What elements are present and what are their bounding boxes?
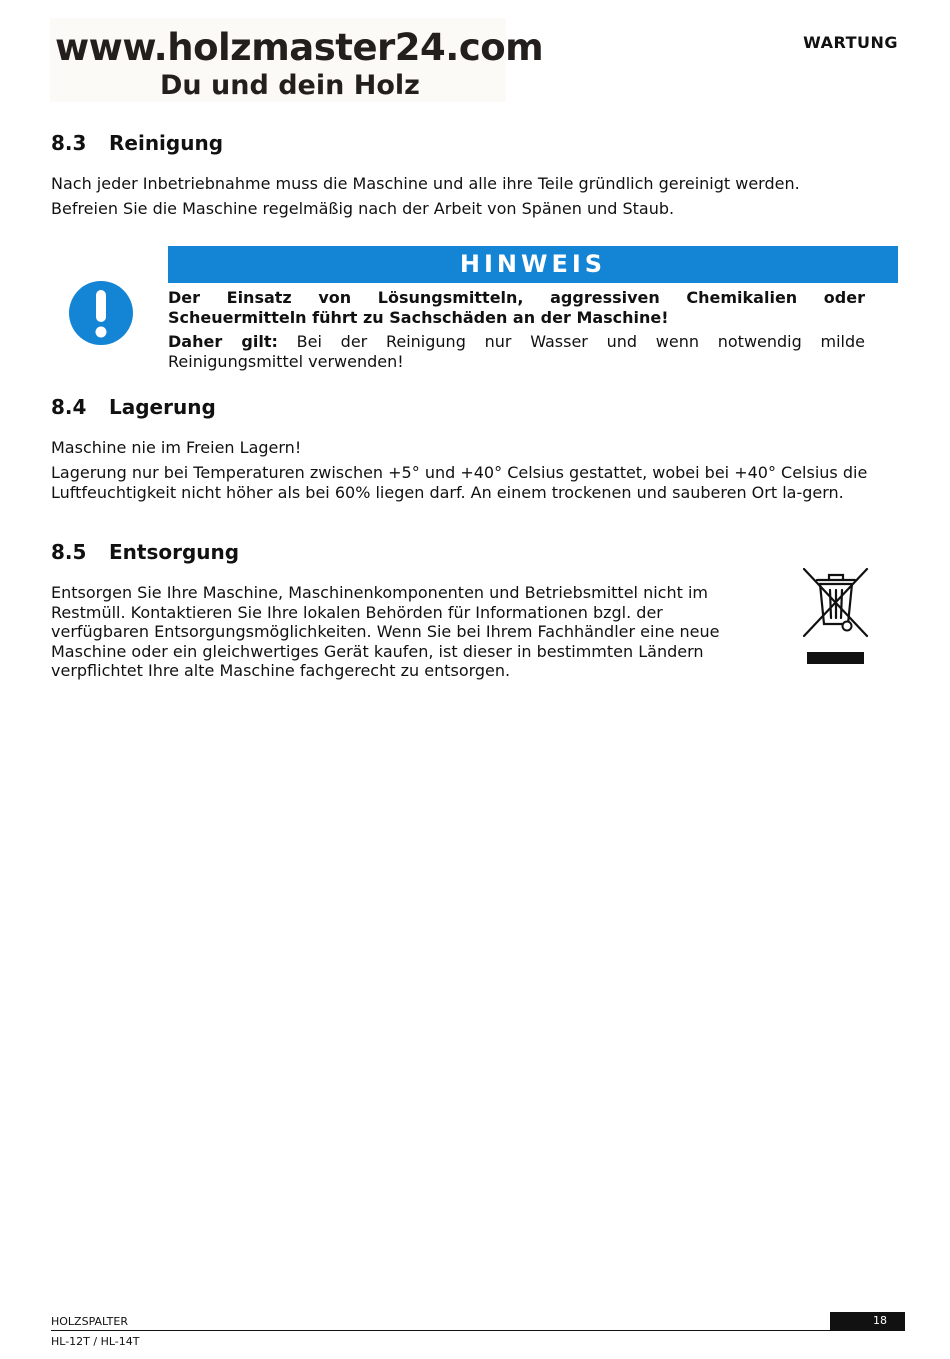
footer-divider <box>51 1330 905 1331</box>
crossed-out-wheelie-bin-icon <box>803 568 869 666</box>
heading-number: 8.4 <box>51 395 87 419</box>
heading-title: Lagerung <box>109 395 216 419</box>
notice-advice <box>168 332 865 371</box>
notice-bar: HINWEIS <box>168 246 898 283</box>
entsorgung-text: Entsorgen Sie Ihre Maschine, Maschinenkomponenten und Betriebsmittel nicht im Restmüll. Kontaktieren Sie Ihre lokalen Behörden für Informationen bzgl. der verfügbaren Entsorgungsmöglichkeiten. Wenn Sie bei Ihrem Fachhändler eine neue Maschine oder ein gleichwertiges Gerät kaufen, ist dieser in bestimmten Ländern verpflichtet Ihre alte Maschine fachgerecht zu entsorgen. <box>51 583 720 680</box>
heading-number: 8.3 <box>51 131 87 155</box>
notice-warning: Der Einsatz von Lösungsmitteln, aggressiven Chemikalien oder Scheuermitteln führt zu Sachschäden an der Maschine! <box>168 288 865 327</box>
heading-8-5 <box>51 540 239 564</box>
reinigung-line-2: Befreien Sie die Maschine regelmäßig nach der Arbeit von Spänen und Staub. <box>51 199 675 218</box>
logo <box>50 18 544 102</box>
footer-product: HOLZSPALTER <box>51 1315 128 1328</box>
page-number: 18 <box>830 1312 905 1330</box>
logo-url-text: www.holzmaster24.com <box>55 26 544 69</box>
reinigung-line-1: Nach jeder Inbetriebnahme muss die Maschine und alle ihre Teile gründlich gereinigt werden. <box>51 174 800 193</box>
notice-advice-text: Bei der Reinigung nur Wasser und wenn notwendig milde Reinigungsmittel verwenden! <box>168 332 866 371</box>
logo-tagline: Du und dein Holz <box>160 70 420 101</box>
heading-8-4 <box>51 395 216 419</box>
heading-title: Reinigung <box>109 131 224 155</box>
exclamation-circle-icon <box>68 280 134 346</box>
lagerung-line-2: Lagerung nur bei Temperaturen zwischen +5° und +40° Celsius gestattet, wobei bei +40° Celsius die Luftfeuchtigkeit nicht höher als bei 60% liegen darf. An einem trockenen und sauberen Ort la-gern. <box>51 463 868 502</box>
lagerung-line-1: Maschine nie im Freien Lagern! <box>51 438 302 457</box>
footer-model: HL-12T / HL-14T <box>51 1335 140 1348</box>
notice-advice-lead: Daher gilt: <box>168 332 278 351</box>
heading-8-3 <box>51 131 223 155</box>
section-label: WARTUNG <box>803 33 898 52</box>
heading-title: Entsorgung <box>109 540 240 564</box>
heading-number: 8.5 <box>51 540 87 564</box>
